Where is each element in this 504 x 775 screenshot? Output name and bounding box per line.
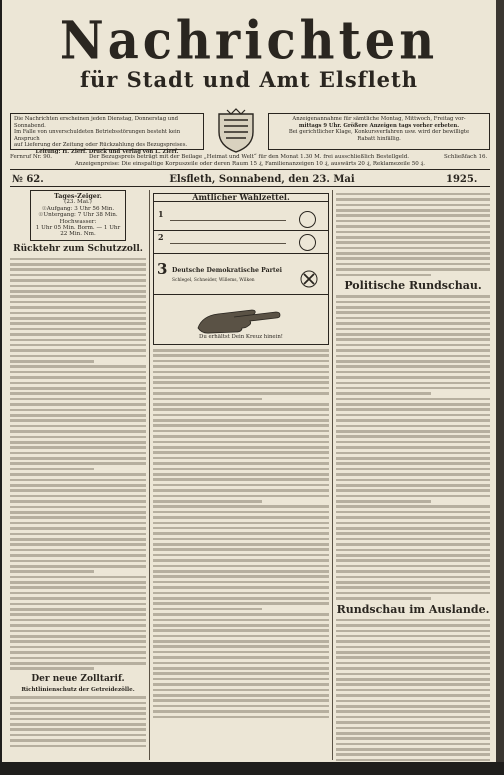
- masthead-subtitle: für Stadt und Amt Elsfleth: [79, 67, 419, 92]
- candidate-names: Schlegel, Schneider, Willems, Wilken: [172, 278, 255, 283]
- article-headline: Rundschau im Auslande.: [336, 602, 490, 616]
- marked-circle-icon: [300, 270, 318, 288]
- article-body-text: [10, 258, 146, 670]
- ballot-row-number: 3: [157, 260, 168, 278]
- ballot-box: [153, 193, 329, 345]
- header-rule: [10, 169, 490, 170]
- mailbox-number: Schließfach 16.: [444, 154, 488, 160]
- article-body-text: [336, 295, 490, 599]
- ballot-row-number: 2: [158, 232, 164, 242]
- column-right: [336, 190, 490, 762]
- advertising-info-box: [268, 113, 490, 150]
- place-date: Elsfleth, Sonnabend, den 23. Mai: [169, 174, 355, 185]
- ballot-caption: Du erhältst Dein Kreuz hinein!: [199, 334, 283, 340]
- daily-indicator-date: (23. Mai.): [64, 199, 92, 206]
- advertising-info-line: Anzeigenannahme für sämtliche Montag, Mittwoch, Freitag vor-: [292, 116, 466, 122]
- masthead: [10, 10, 488, 92]
- page-edge: [496, 0, 504, 775]
- subscription-price: Der Bezugspreis beträgt mit der Beilage „Heimat und Welt“ für den Monat 1.30 M. frei ausschließlich Bestellgeld.: [88, 154, 409, 160]
- coat-of-arms-icon: [215, 108, 257, 154]
- column-middle: [153, 190, 329, 721]
- daily-indicator-box: [30, 190, 126, 241]
- publication-info-box: [10, 113, 204, 155]
- ballot-row-selected: [154, 260, 328, 295]
- high-water-times: 1 Uhr 05 Min. Borm. — 1 Uhr 22 Min. Nm.: [35, 225, 121, 238]
- ad-prices: Anzeigenpreise: Die einspaltige Korpuszeile oder deren Raum 15 ₰, Familienanzeigen 10 ₰, auswärts 20 ₰, Reklamezeile 50 ₰.: [74, 161, 426, 167]
- publication-info-line: Die Nachrichten erscheinen jeden Dienstag, Donnerstag und Sonnabend.: [14, 116, 178, 129]
- article-body-text: [336, 193, 490, 276]
- sunset-time: ☉Untergang: 7 Uhr 38 Min.: [38, 212, 118, 219]
- article-subheadline: Richtlinienschutz der Getreidezölle.: [21, 686, 135, 693]
- party-name: Deutsche Demokratische Partei: [172, 267, 282, 274]
- advertising-info-line: Bei gerichtlicher Klage, Konkursverfahren usw. wird der bewilligte: [288, 129, 470, 136]
- ballot-row: [154, 231, 328, 254]
- ballot-title: Amtlicher Wahlzettel.: [154, 194, 328, 202]
- article-headline: Rücktehr zum Schutzzoll.: [13, 243, 143, 254]
- article-headline: Der neue Zolltarif.: [31, 673, 125, 684]
- column-divider: [332, 190, 333, 760]
- newspaper-page: [2, 0, 496, 762]
- publication-info-line: Im Falle von unverschuldeten Betriebsstörungen besteht kein Anspruch: [14, 129, 181, 142]
- article-body-text: [153, 349, 329, 718]
- dateline-rule: [10, 186, 490, 187]
- ballot-circle: [299, 234, 316, 251]
- issue-year: 1925.: [446, 174, 478, 185]
- article-headline: Politische Rundschau.: [344, 279, 482, 293]
- masthead-title: Nachrichten: [59, 10, 439, 72]
- advertising-info-line: mittags 9 Uhr. Größere Anzeigen tags vorher erbeten.: [298, 122, 460, 129]
- article-body-text: [336, 619, 490, 762]
- ballot-row-number: 1: [158, 209, 164, 219]
- article-body-text: [10, 696, 146, 747]
- publisher-line: Leitung: H. Zierf. Druck und Verlag von L. Zierf.: [35, 148, 179, 155]
- ballot-row: [154, 208, 328, 231]
- advertising-info-line: Rabatt hinfällig.: [357, 135, 401, 142]
- column-divider: [149, 190, 150, 760]
- issue-number: № 62.: [12, 174, 44, 185]
- pointing-hand-icon: [194, 302, 294, 336]
- ballot-circle: [299, 211, 316, 228]
- daily-indicator-title: Tages-Zeiger.: [54, 192, 102, 200]
- column-left: [10, 190, 146, 762]
- scan-background: [0, 762, 504, 775]
- sunrise-time: ☉Aufgang: 3 Uhr 56 Min.: [41, 205, 115, 212]
- phone-number: Fernruf Nr. 90.: [10, 154, 52, 160]
- publication-info-line: auf Lieferung der Zeitung oder Rückzahlung des Bezugspreises.: [14, 142, 188, 149]
- high-water-label: Hochwasser:: [59, 218, 97, 225]
